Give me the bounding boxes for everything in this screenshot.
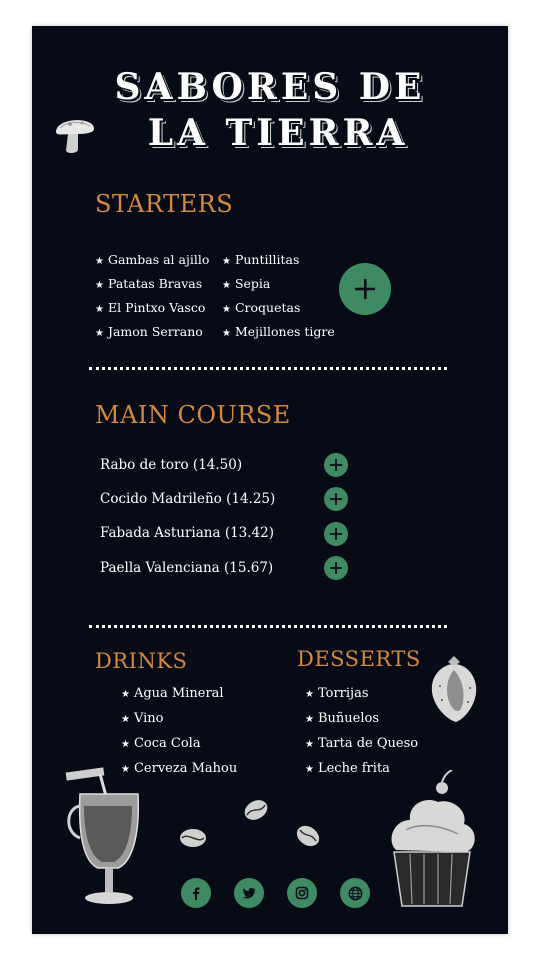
list-item: ★ Croquetas [222,300,301,315]
list-item: ★ Vino [121,711,164,726]
menu-title-line1: SABORES DE [114,66,426,108]
menu-board [32,26,508,934]
website-button[interactable] [340,878,370,908]
globe-icon [348,886,363,901]
instagram-button[interactable] [287,878,317,908]
drink-glass-illustration [62,766,148,914]
plus-icon [330,562,342,574]
facebook-button[interactable] [181,878,211,908]
list-item: ★ Puntillitas [222,252,300,267]
star-icon: ★ [95,280,104,291]
menu-title-line2: LA TIERRA [147,112,409,154]
list-item: ★ Gambas al ajillo [95,252,210,267]
plus-icon [330,493,342,505]
coffee-bean-illustration [242,796,270,824]
main-course-item: Paella Valenciana (15.67) [100,560,274,576]
star-icon: ★ [222,328,231,339]
divider [89,625,447,628]
list-item: ★ Mejillones tigre [222,324,335,339]
starters-column-2 [222,249,335,345]
star-icon: ★ [305,764,314,775]
star-icon: ★ [222,256,231,267]
star-icon: ★ [95,256,104,267]
list-item: ★ Patatas Bravas [95,276,203,291]
list-item: ★ Sepia [222,276,271,291]
star-icon: ★ [121,764,130,775]
star-icon: ★ [121,739,130,750]
star-icon: ★ [121,689,130,700]
list-item: ★ Coca Cola [121,736,201,751]
star-icon: ★ [305,739,314,750]
list-item: ★ Tarta de Queso [305,736,419,751]
plus-icon [330,459,342,471]
list-item: ★ Agua Mineral [121,686,224,701]
cupcake-illustration [386,770,478,910]
star-icon: ★ [305,714,314,725]
main-course-item: Cocido Madrileño (14.25) [100,491,276,507]
twitter-button[interactable] [234,878,264,908]
star-icon: ★ [305,689,314,700]
coffee-bean-illustration [294,822,322,850]
add-main-course-button[interactable] [324,487,348,511]
desserts-heading: DESSERTS [297,647,421,671]
coffee-bean-illustration [178,826,208,850]
main-course-item: Rabo de toro (14.50) [100,457,243,473]
add-main-course-button[interactable] [324,556,348,580]
list-item: ★ Jamon Serrano [95,324,203,339]
starters-heading: STARTERS [95,190,234,218]
main-course-item: Fabada Asturiana (13.42) [100,525,275,541]
plus-icon [354,278,376,300]
list-item: ★ Torrijas [305,686,369,701]
add-starter-button[interactable] [339,263,391,315]
star-icon: ★ [95,328,104,339]
list-item: ★ Leche frita [305,761,390,776]
drinks-heading: DRINKS [95,649,188,673]
star-icon: ★ [95,304,104,315]
list-item: ★ Buñuelos [305,711,379,726]
plus-icon [330,528,342,540]
star-icon: ★ [121,714,130,725]
facebook-icon [189,886,203,900]
divider [89,367,447,370]
add-main-course-button[interactable] [324,522,348,546]
instagram-icon [295,886,309,900]
list-item: ★ El Pintxo Vasco [95,300,206,315]
star-icon: ★ [222,280,231,291]
star-icon: ★ [222,304,231,315]
starters-column-1 [95,249,209,345]
desserts-list [305,682,418,782]
strawberry-illustration [426,656,482,724]
main-course-heading: MAIN COURSE [95,401,291,429]
twitter-icon [242,886,256,900]
list-item: ★ Cerveza Mahou [121,761,238,776]
add-main-course-button[interactable] [324,453,348,477]
